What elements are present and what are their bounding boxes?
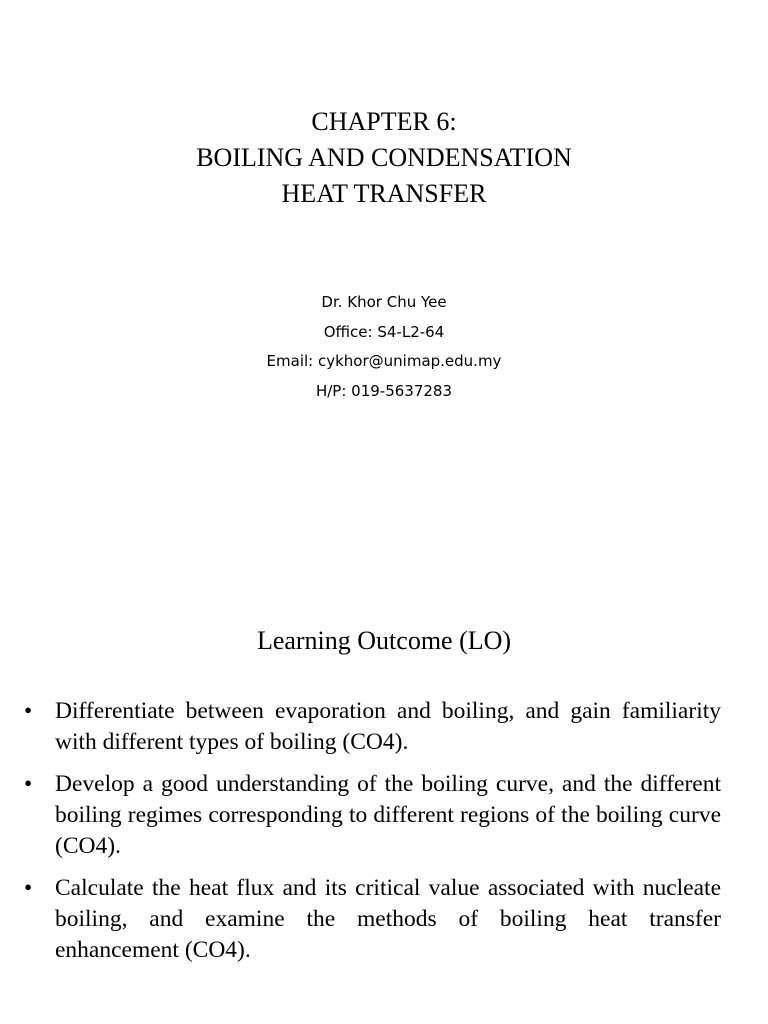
list-item [24,769,721,862]
lecturer-name: Dr. Khor Chu Yee [321,293,447,311]
lecturer-contact [0,288,768,406]
lecturer-phone: H/P: 019-5637283 [315,381,453,400]
bullet-icon: • [24,771,33,797]
slide-learning-outcome [0,512,768,1024]
learning-outcome-title: Learning Outcome (LO) [256,626,512,655]
chapter-number: CHAPTER 6: [311,107,457,136]
learning-outcome-list [24,696,721,977]
list-item-text: Calculate the heat flux and its critical value associated with nucleate boiling, and examine the methods of boiling heat transfer enhancement (CO4). [55,875,721,963]
chapter-title [0,104,768,212]
bullet-icon: • [24,875,33,901]
list-item [24,873,721,966]
lecturer-email: Email: cykhor@unimap.edu.my [266,352,502,370]
bullet-icon: • [24,698,33,724]
list-item-text: Differentiate between evaporation and boiling, and gain familiarity with different types of boiling (CO4). [55,698,721,755]
list-item-text: Develop a good understanding of the boiling curve, and the different boiling regimes corresponding to different regions of the boiling curve (CO4). [55,771,721,859]
chapter-title-line-2: HEAT TRANSFER [281,179,487,208]
list-item [24,696,721,758]
lecturer-office: Office: S4-L2-64 [323,322,445,341]
chapter-title-line-1: BOILING AND CONDENSATION [196,143,572,172]
